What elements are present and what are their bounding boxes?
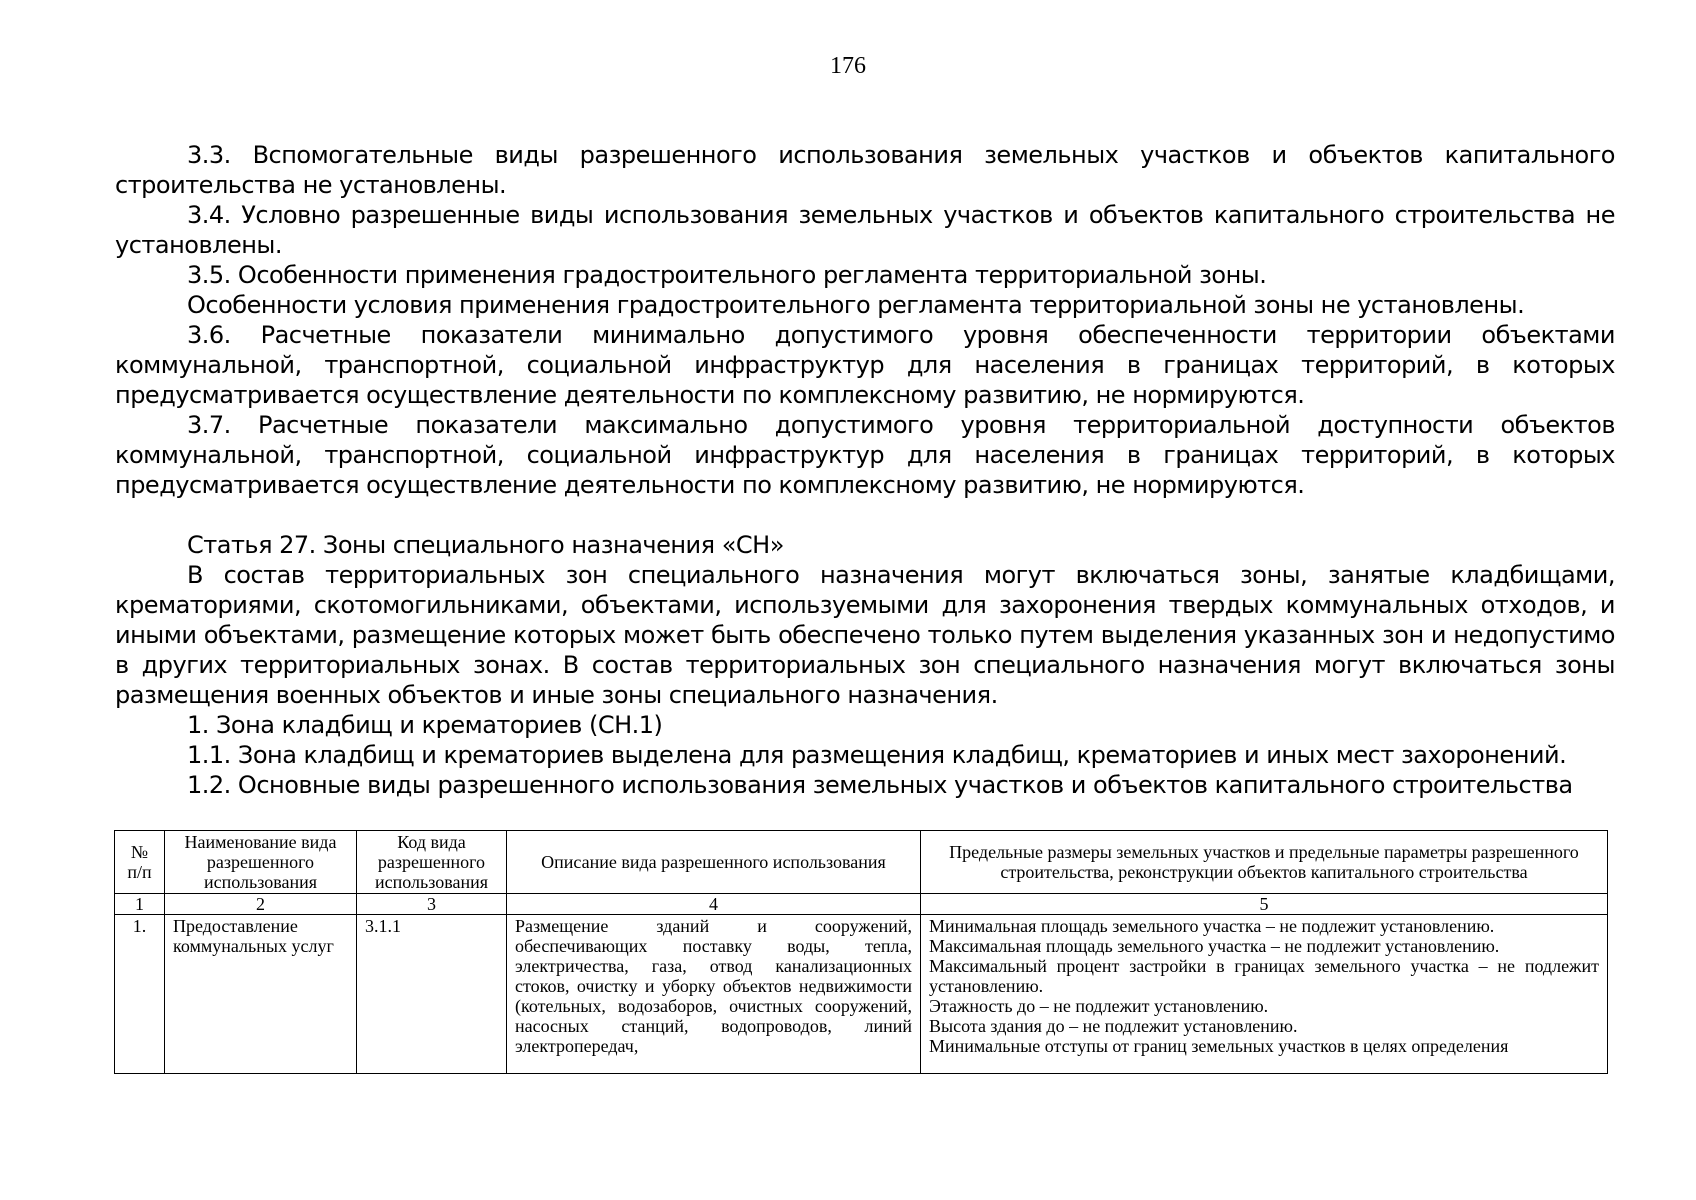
paragraph-3-7: 3.7. Расчетные показатели максимально допустимого уровня территориальной доступности объектов коммунальной, транспортной, социальной инфраструктур для населения в границах территорий, в которых предусматривается осуществление деятельности по комплексному развитию, не нормируются. [115, 411, 1615, 499]
zone-title: 1. Зона кладбищ и крематориев (СН.1) [187, 711, 663, 739]
article-intro: В состав территориальных зон специального назначения могут включаться зоны, занятые кладбищами, крематориями, скотомогильниками, объектами, используемыми для захоронения твердых коммунальных отходов, и иными объектами, размещение которых может быть обеспечено только путем выделения указанных зон и недопустимо в других территориальных зонах. В состав территориальных зон специального назначения могут включаться зоны размещения военных объектов и иные зоны специального назначения. [115, 561, 1615, 709]
limits-text [929, 916, 1599, 1072]
column-number: 4 [507, 894, 921, 915]
header-use-name: Наименование вида разрешенного использования [165, 831, 357, 894]
column-number: 5 [921, 894, 1608, 915]
use-description-cell [507, 915, 921, 1074]
use-code-cell [357, 915, 507, 1074]
paragraph-3-5: 3.5. Особенности применения градостроительного регламента территориальной зоны. [187, 261, 1267, 289]
row-number [115, 915, 165, 1074]
table-column-number-row [115, 894, 1608, 915]
page-number: 176 [830, 53, 866, 79]
header-use-description: Описание вида разрешенного использования [507, 831, 921, 894]
section-gap [115, 500, 1615, 530]
paragraph-3-3: 3.3. Вспомогательные виды разрешенного использования земельных участков и объектов капитального строительства не установлены. [115, 141, 1615, 199]
zone-purpose: 1.1. Зона кладбищ и крематориев выделена для размещения кладбищ, крематориев и иных мест захоронений. [187, 741, 1567, 769]
limit-height: Высота здания до – не подлежит установлению. [929, 1016, 1298, 1036]
table-row [115, 915, 1608, 1074]
limit-max-coverage: Максимальный процент застройки в границах земельного участка – не подлежит установлению. [929, 956, 1599, 996]
use-description-text: Размещение зданий и сооружений, обеспечивающих поставку воды, тепла, электричества, газа, отвод канализационных стоков, очистку и уборку объектов недвижимости (котельных, водозаборов, очистных сооружений, насосных станций, водопроводов, линий электропередач, [515, 916, 912, 1056]
use-name-text: Предоставление коммунальных услуг [173, 916, 334, 956]
header-use-code: Код вида разрешенного использования [357, 831, 507, 894]
limit-min-area: Минимальная площадь земельного участка – не подлежит установлению. [929, 916, 1495, 936]
paragraph-3-6: 3.6. Расчетные показатели минимально допустимого уровня обеспеченности территории объектами коммунальной, транспортной, социальной инфраструктур для населения в границах территорий, в которых предусматривается осуществление деятельности по комплексному развитию, не нормируются. [115, 321, 1615, 409]
column-number: 1 [115, 894, 165, 915]
header-limits: Предельные размеры земельных участков и предельные параметры разрешенного строительства, реконструкции объектов капитального строительства [921, 831, 1608, 894]
use-name-cell [165, 915, 357, 1074]
limit-setbacks: Минимальные отступы от границ земельных участков в целях определения [929, 1036, 1509, 1056]
column-number: 2 [165, 894, 357, 915]
paragraph-3-4: 3.4. Условно разрешенные виды использования земельных участков и объектов капитального строительства не установлены. [115, 201, 1615, 259]
paragraph-3-5-note: Особенности условия применения градостроительного регламента территориальной зоны не установлены. [187, 291, 1525, 319]
table-header-row [115, 831, 1608, 894]
permitted-uses-table [114, 830, 1608, 1074]
limits-cell [921, 915, 1608, 1074]
main-uses-title: 1.2. Основные виды разрешенного использования земельных участков и объектов капитального строительства [187, 771, 1573, 799]
use-code-text: 3.1.1 [365, 916, 401, 936]
article-title: Статья 27. Зоны специального назначения «СН» [187, 531, 784, 559]
header-number: № п/п [115, 831, 165, 894]
document-body [115, 140, 1615, 800]
column-number: 3 [357, 894, 507, 915]
limit-floors: Этажность до – не подлежит установлению. [929, 996, 1269, 1016]
row-number-text: 1. [132, 916, 147, 936]
limit-max-area: Максимальная площадь земельного участка – не подлежит установлению. [929, 936, 1500, 956]
